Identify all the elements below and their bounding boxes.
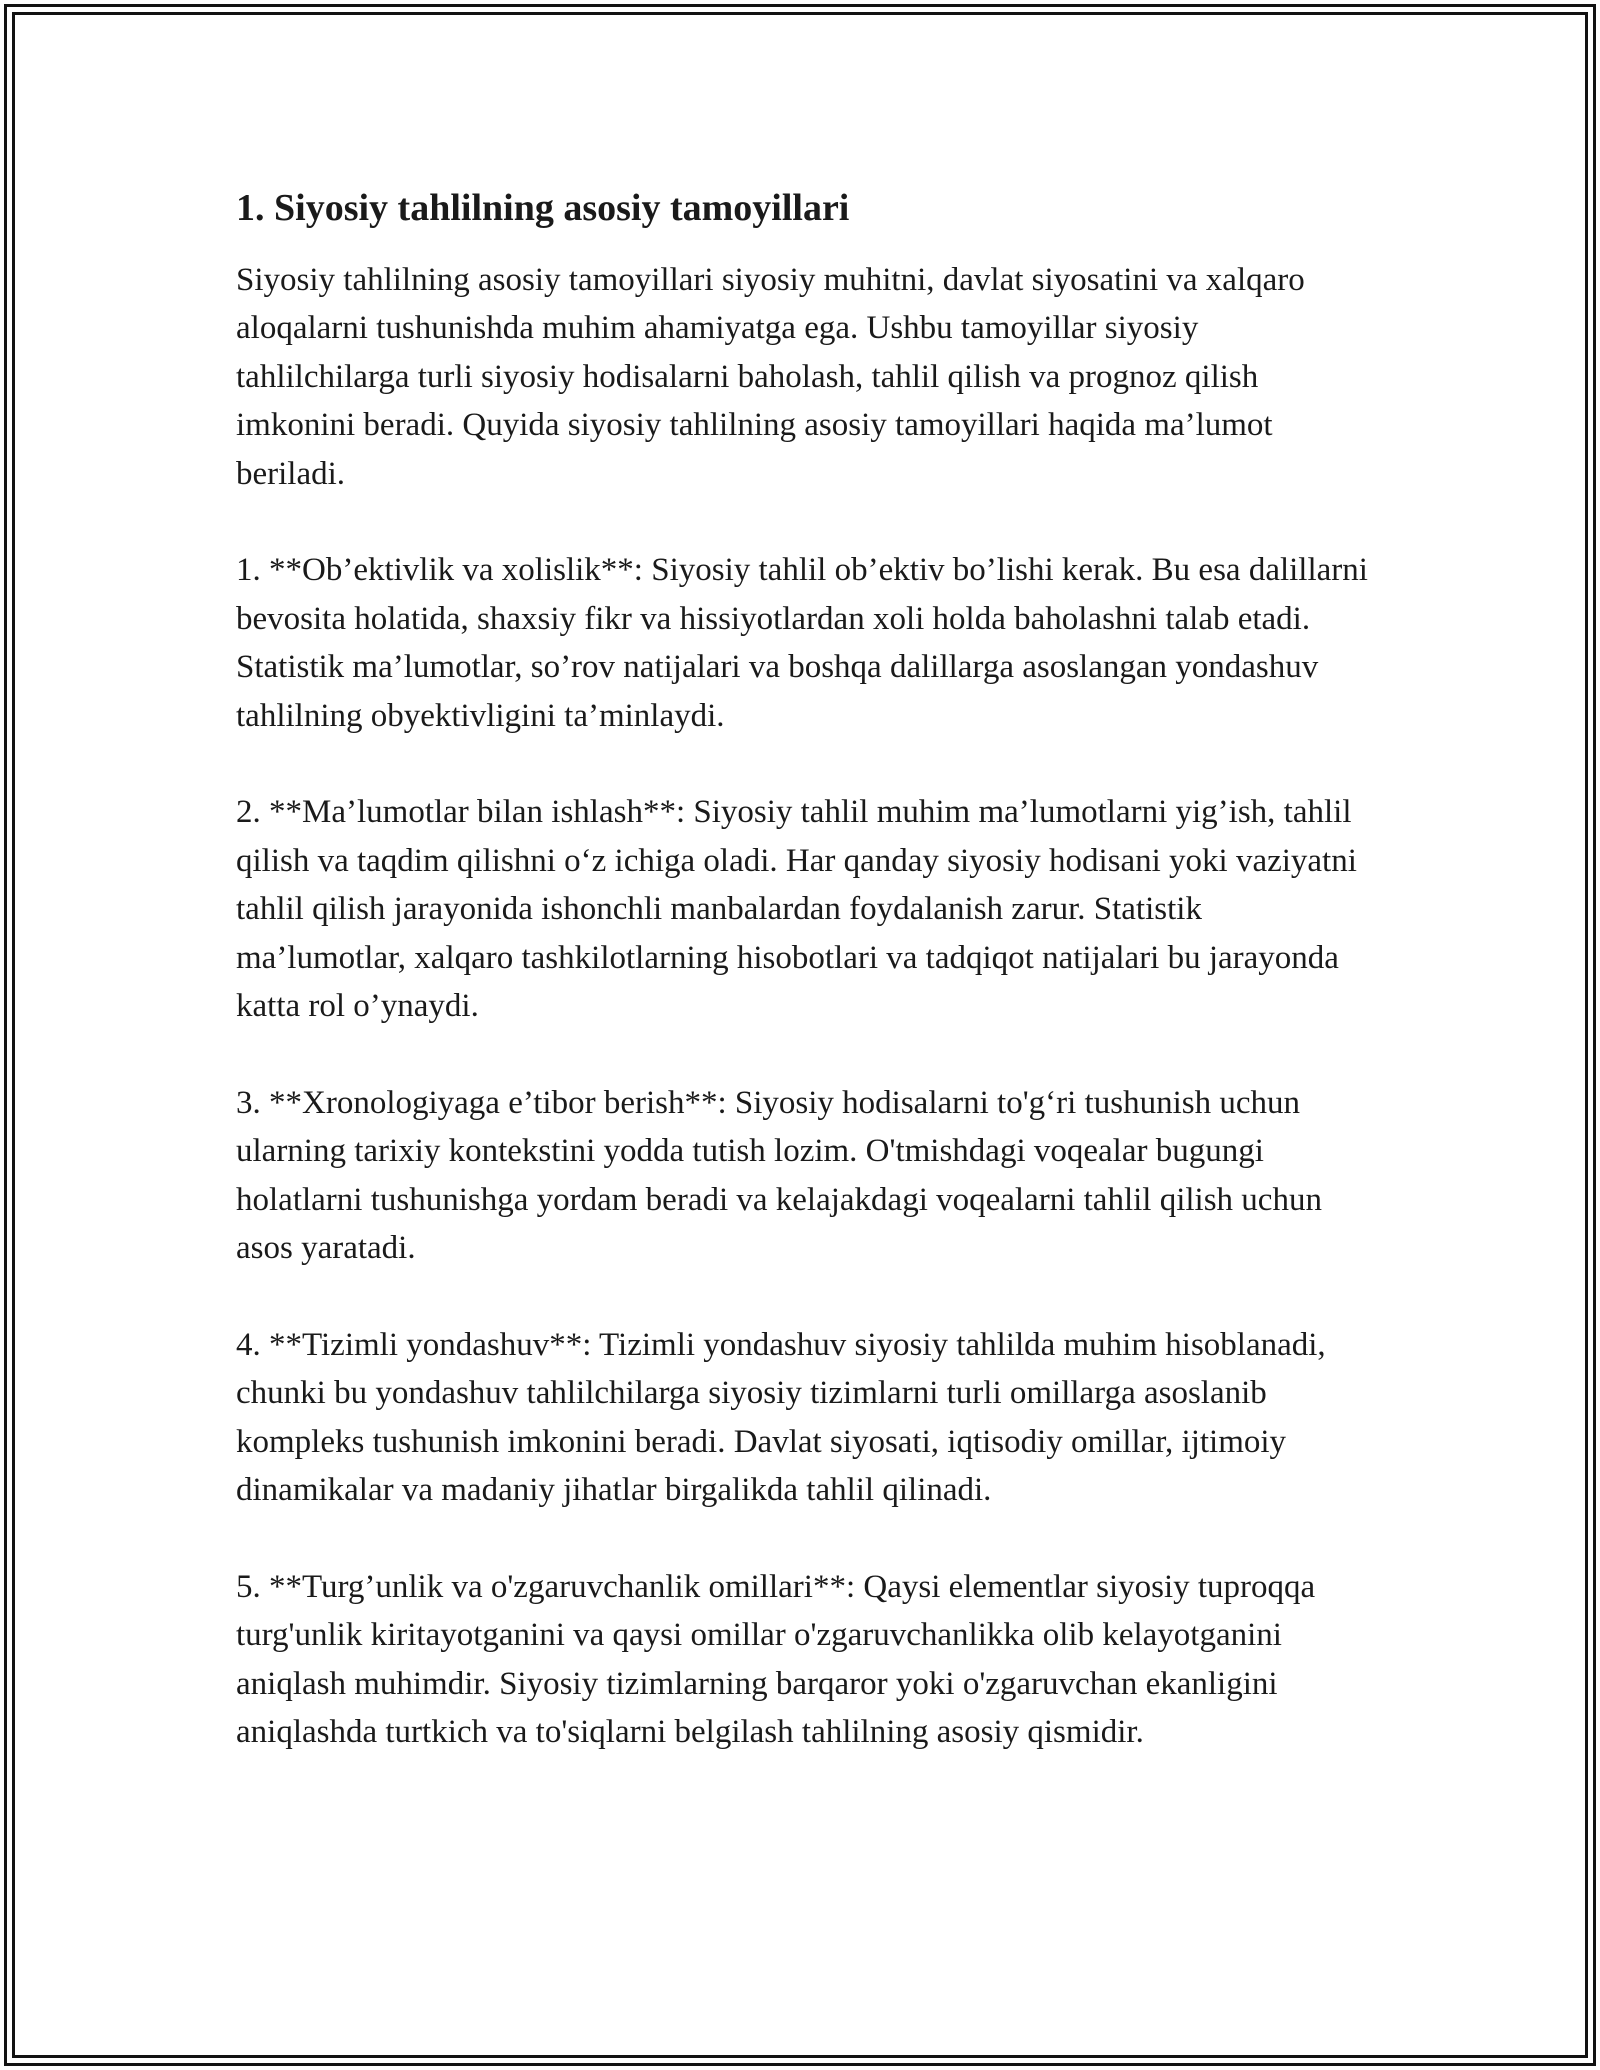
document-body [236,184,1376,1805]
principle-objectivity: 1. **Ob’ektivlik va xolislik**: Siyosiy tahlil ob’ektiv bo’lishi kerak. Bu esa dalillarni bevosita holatida, shaxsiy fikr va hissiyotlardan xoli holda baholashni talab etadi. Statistik ma’lumotlar, so’rov natijalari va boshqa dalillarga asoslangan yondashuv tahlilning obyektivligini ta’minlaydi. [236,552,1368,734]
principle-stability-change: 5. **Turg’unlik va o'zgaruvchanlik omillari**: Qaysi elementlar siyosiy tuproqqa turg'unlik kiritayotganini va qaysi omillar o'zgaruvchanlikka olib kelayotganini aniqlash muhimdir. Siyosiy tizimlarning barqaror yoki o'zgaruvchan ekanligini aniqlashda turtkich va to'siqlarni belgilash tahlilning asosiy qismidir. [236,1568,1316,1751]
intro-paragraph: Siyosiy tahlilning asosiy tamoyillari siyosiy muhitni, davlat siyosatini va xalqaro aloqalarni tushunishda muhim ahamiyatga ega. Ushbu tamoyillar siyosiy tahlilchilarga turli siyosiy hodisalarni baholash, tahlil qilish va prognoz qilish imkonini beradi. Quyida siyosiy tahlilning asosiy tamoyillari haqida ma’lumot beriladi. [236,262,1305,492]
principle-chronology: 3. **Xronologiyaga e’tibor berish**: Siyosiy hodisalarni to'g‘ri tushunish uchun ularning tarixiy kontekstini yodda tutish lozim. O'tmishdagi voqealar bugungi holatlarni tushunishga yordam beradi va kelajakdagi voqealarni tahlil qilish uchun asos yaratadi. [236,1084,1322,1267]
section-heading: 1. Siyosiy tahlilning asosiy tamoyillari [236,187,850,229]
principle-data-handling: 2. **Ma’lumotlar bilan ishlash**: Siyosiy tahlil muhim ma’lumotlarni yig’ish, tahlil qilish va taqdim qilishni o‘z ichiga oladi. Har qanday siyosiy hodisani yoki vaziyatni tahlil qilish jarayonida ishonchli manbalardan foydalanish zarur. Statistik ma’lumotlar, xalqaro tashkilotlarning hisobotlari va tadqiqot natijalari bu jarayonda katta rol o’ynaydi. [236,794,1357,1025]
principle-systemic-approach: 4. **Tizimli yondashuv**: Tizimli yondashuv siyosiy tahlilda muhim hisoblanadi, chunki bu yondashuv tahlilchilarga siyosiy tizimlarni turli omillarga asoslanib kompleks tushunish imkonini beradi. Davlat siyosati, iqtisodiy omillar, ijtimoiy dinamikalar va madaniy jihatlar birgalikda tahlil qilinadi. [236,1326,1326,1509]
